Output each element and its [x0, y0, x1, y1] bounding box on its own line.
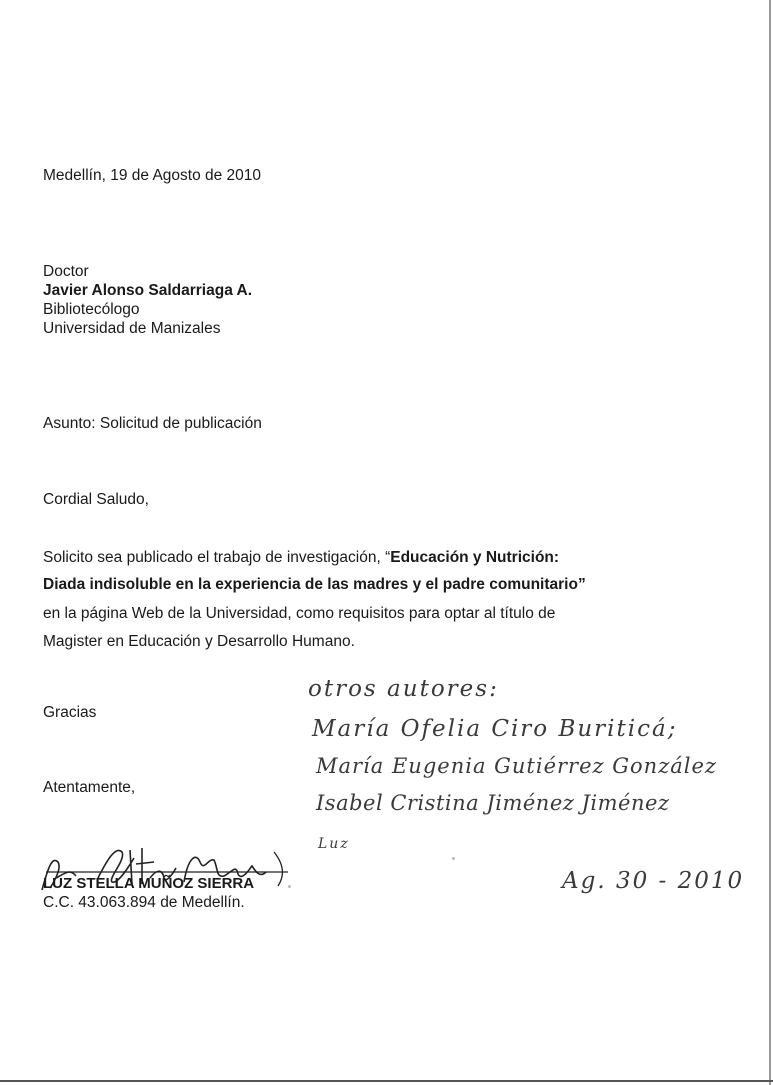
- recipient-institution: Universidad de Manizales: [43, 320, 221, 337]
- handwritten-authors-heading: otros autores:: [308, 676, 499, 702]
- greeting: Cordial Saludo,: [43, 491, 149, 508]
- handwritten-author-2: María Eugenia Gutiérrez González: [316, 754, 717, 778]
- page-edge-right: [769, 0, 771, 1085]
- handwritten-author-3: Isabel Cristina Jiménez Jiménez: [316, 791, 670, 815]
- signatory-id: C.C. 43.063.894 de Medellín.: [43, 894, 245, 911]
- recipient-title: Doctor: [43, 263, 89, 280]
- thesis-title-part-2: Diada indisoluble en la experiencia de las madres y el padre comunitario”: [43, 576, 586, 593]
- thesis-title-part-1: Educación y Nutrición:: [390, 549, 560, 566]
- recipient-name: Javier Alonso Saldarriaga A.: [43, 282, 253, 299]
- thanks-line: Gracias: [43, 704, 97, 721]
- handwritten-initials: Luz: [318, 836, 350, 852]
- page-edge-bottom: [0, 1080, 773, 1082]
- scan-speck: [288, 885, 291, 888]
- scan-speck: [452, 857, 455, 860]
- subject-line: Asunto: Solicitud de publicación: [43, 415, 262, 432]
- closing-line: Atentamente,: [43, 779, 136, 796]
- body-line-1: [43, 548, 559, 568]
- signatory-name: LUZ STELLA MUÑOZ SIERRA: [43, 875, 255, 892]
- handwritten-date: Ag. 30 - 2010: [562, 868, 745, 894]
- date-line: Medellín, 19 de Agosto de 2010: [43, 167, 262, 184]
- recipient-position: Bibliotecólogo: [43, 301, 140, 318]
- body-line-4: Magister en Educación y Desarrollo Humano.: [43, 633, 355, 650]
- body-line-3: en la página Web de la Universidad, como requisitos para optar al título de: [43, 605, 556, 622]
- handwritten-author-1: María Ofelia Ciro Buriticá;: [312, 716, 678, 742]
- body-line-1-prefix: Solicito sea publicado el trabajo de investigación, “: [43, 549, 391, 566]
